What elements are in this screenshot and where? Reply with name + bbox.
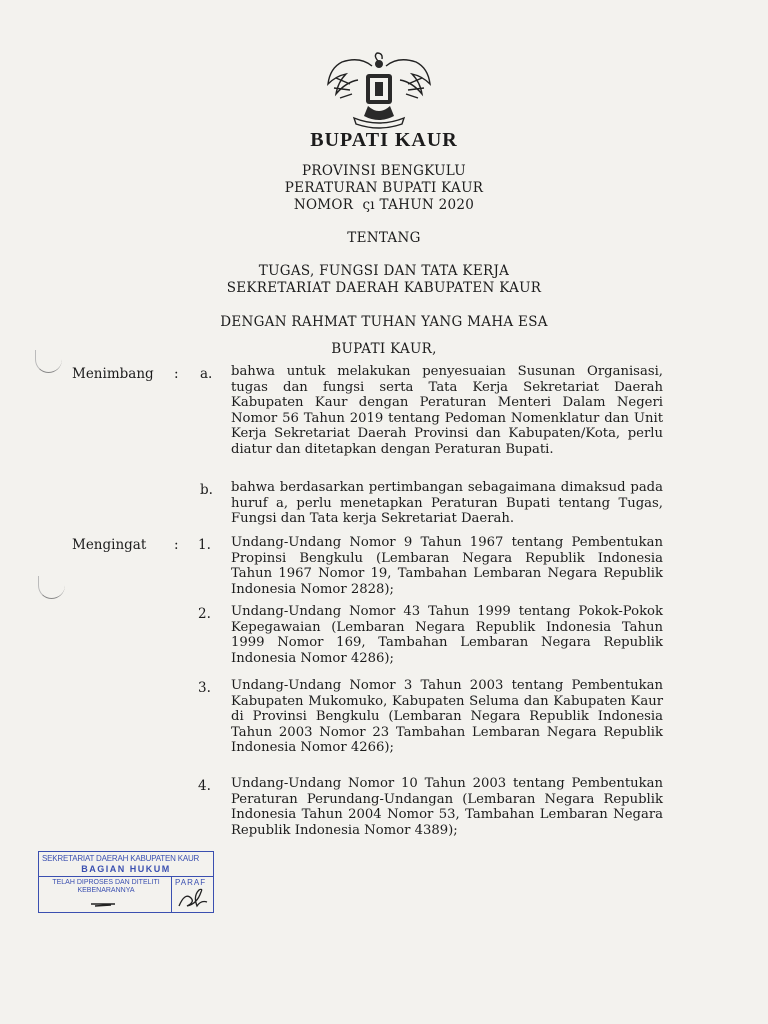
- mengingat-marker-2: 2.: [198, 606, 211, 622]
- signature-dash-icon: [89, 901, 117, 907]
- page-title: BUPATI KAUR: [310, 129, 458, 151]
- subject-line-2: SEKRETARIAT DAERAH KABUPATEN KAUR: [226, 280, 542, 296]
- stamp-divider: [39, 876, 213, 877]
- mengingat-item-4: Undang-Undang Nomor 10 Tahun 2003 tentang Pembentukan Peraturan Perundang-Undangan (Lembaran Negara Republik Indonesia Tahun 2004 Nomor 53, Tambahan Lembaran Negara Republik Indonesia Nomor 4389);: [231, 776, 663, 838]
- stamp-office-line: SEKRETARIAT DAERAH KABUPATEN KAUR: [42, 854, 200, 863]
- menimbang-marker-a: a.: [200, 366, 213, 382]
- mengingat-marker-1: 1.: [198, 537, 211, 553]
- punch-hole-mark: [38, 576, 65, 599]
- mengingat-marker-3: 3.: [198, 680, 211, 696]
- mengingat-marker-4: 4.: [198, 778, 211, 794]
- initial-signature-icon: [175, 886, 211, 910]
- punch-hole-mark: [35, 350, 62, 373]
- mengingat-colon: :: [174, 537, 179, 553]
- number-line: NOMOR ςı TAHUN 2020: [293, 197, 475, 213]
- stamp-processed-line: TELAH DIPROSES DAN DITELITI KEBENARANNYA: [52, 879, 160, 894]
- subject-line-1: TUGAS, FUNGSI DAN TATA KERJA: [258, 263, 510, 279]
- tentang-heading: TENTANG: [347, 230, 421, 246]
- province-line: PROVINSI BENGKULU: [302, 163, 466, 179]
- stamp-department-line: BAGIAN HUKUM: [81, 864, 171, 874]
- menimbang-marker-b: b.: [200, 482, 213, 498]
- garuda-emblem-icon: [326, 52, 432, 134]
- mengingat-item-2: Undang-Undang Nomor 43 Tahun 1999 tentang Pokok-Pokok Kepegawaian (Lembaran Negara Republik Indonesia Tahun 1999 Nomor 169, Tambahan Lembaran Negara Republik Indonesia Nomor 4286);: [231, 604, 663, 666]
- mengingat-item-3: Undang-Undang Nomor 3 Tahun 2003 tentang Pembentukan Kabupaten Mukomuko, Kabupaten Seluma dan Kabupaten Kaur di Provinsi Bengkulu (Lembaran Negara Republik Indonesia Tahun 2003 Nomor 23 Tambahan Lembaran Negara Republik Indonesia Nomor 4266);: [231, 678, 663, 756]
- blessing-line: DENGAN RAHMAT TUHAN YANG MAHA ESA: [220, 314, 548, 330]
- menimbang-item-b: bahwa berdasarkan pertimbangan sebagaimana dimaksud pada huruf a, perlu menetapkan Peraturan Bupati tentang Tugas, Fungsi dan Tata kerja Sekretariat Daerah.: [231, 480, 663, 527]
- menimbang-label: Menimbang: [72, 366, 154, 382]
- bupati-line: BUPATI KAUR,: [331, 341, 437, 357]
- mengingat-item-1: Undang-Undang Nomor 9 Tahun 1967 tentang Pembentukan Propinsi Bengkulu (Lembaran Negara Republik Indonesia Tahun 1967 Nomor 19, Tambahan Lembaran Negara Republik Indonesia Nomor 2828);: [231, 535, 663, 597]
- mengingat-label: Mengingat: [72, 537, 147, 553]
- menimbang-colon: :: [174, 366, 179, 382]
- regulation-line: PERATURAN BUPATI KAUR: [284, 180, 484, 196]
- stamp-paraf-label: PARAF: [175, 878, 207, 887]
- menimbang-item-a: bahwa untuk melakukan penyesuaian Susunan Organisasi, tugas dan fungsi serta Tata Kerja Sekretariat Daerah Kabupaten Kaur dengan Peraturan Menteri Dalam Negeri Nomor 56 Tahun 2019 tentang Pedoman Nomenklatur dan Unit Kerja Sekretariat Daerah Provinsi dan Kabupaten/Kota, perlu diatur dan ditetapkan dengan Peraturan Bupati.: [231, 364, 663, 457]
- legal-department-stamp: [38, 851, 214, 913]
- stamp-divider: [171, 876, 172, 912]
